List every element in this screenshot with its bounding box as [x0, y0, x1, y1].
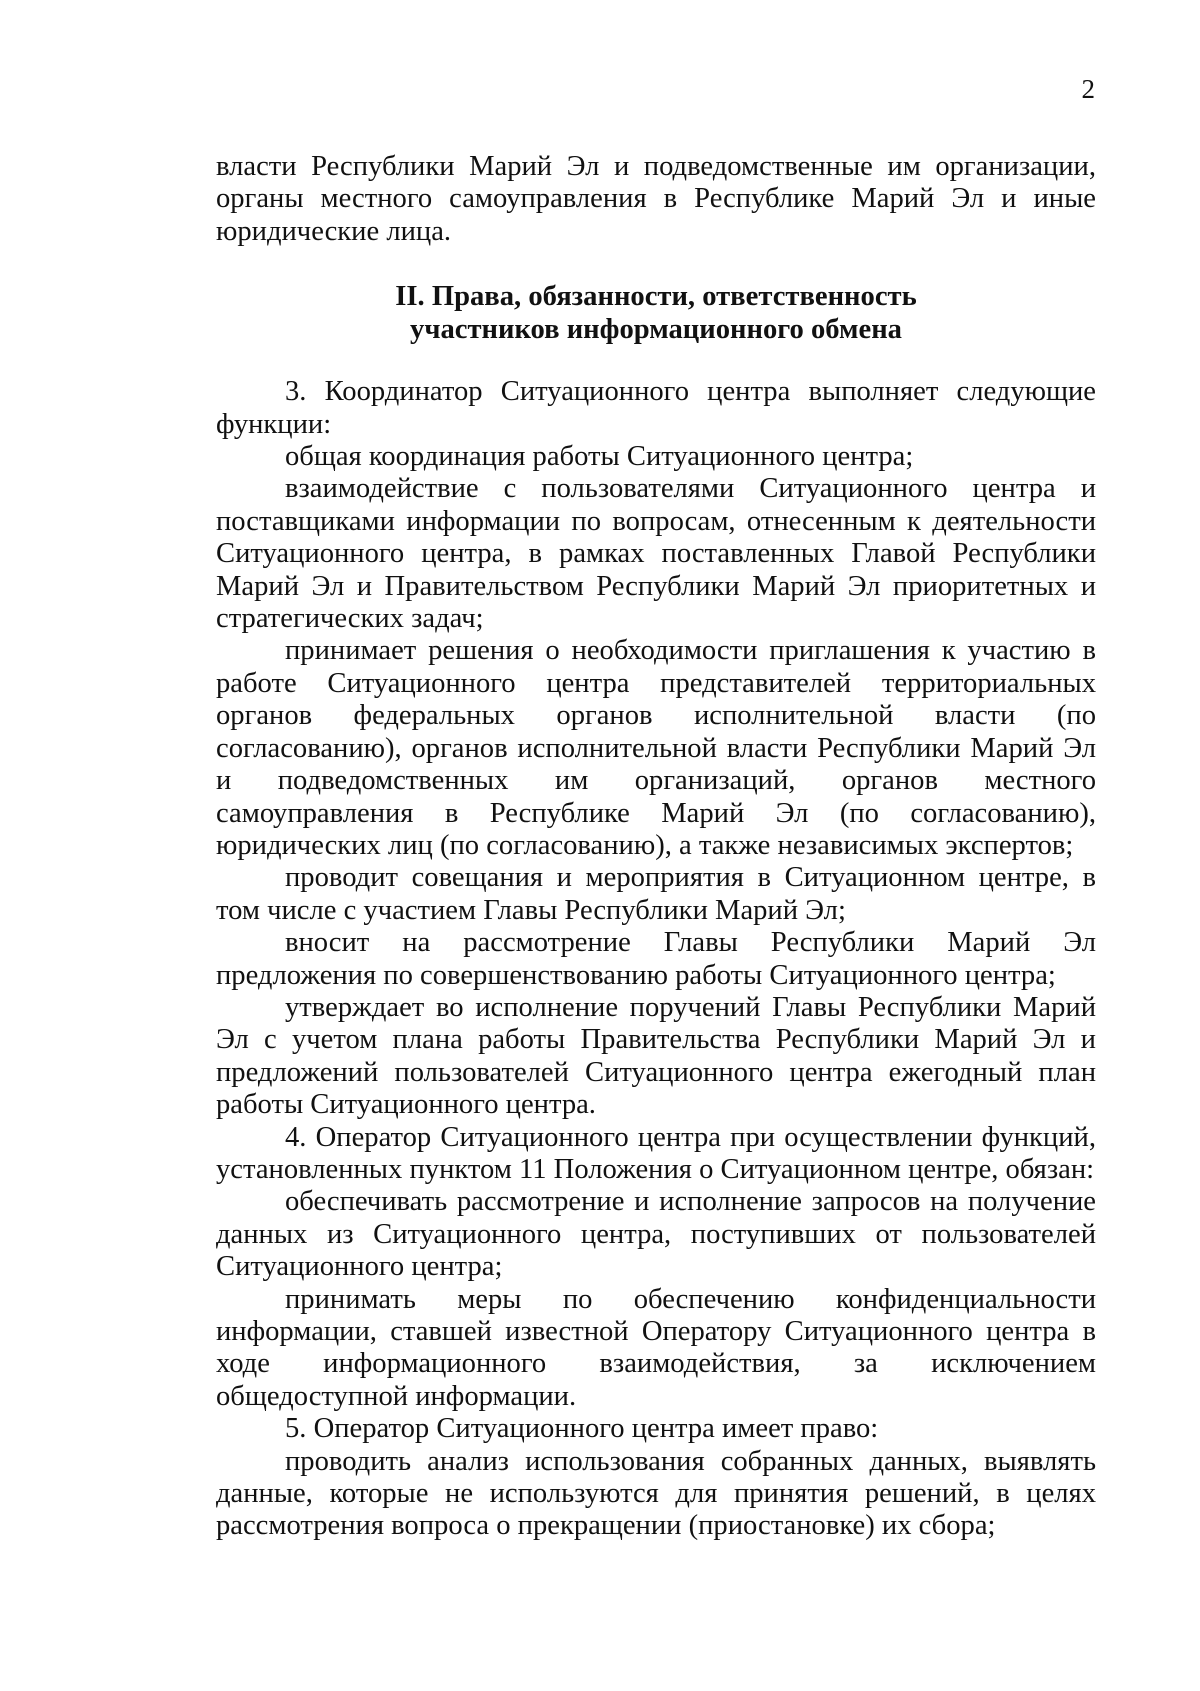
paragraph-invitation-decisions: принимает решения о необходимости приглашения к участию в работе Ситуационного центра представителей территориальных органов федеральных органов исполнительной власти (по согласованию), органов исполнительной власти Республики Марий Эл и подведомственных им организаций, органов местного самоуправления в Республике Марий Эл (по согласованию), юридических лиц (по согласованию), а также независимых экспертов;	[216, 635, 1096, 861]
paragraph-item-4: 4. Оператор Ситуационного центра при осуществлении функций, установленных пунктом 11 Положения о Ситуационном центре, обязан:	[216, 1121, 1096, 1185]
paragraph-interaction: взаимодействие с пользователями Ситуационного центра и поставщиками информации по вопросам, отнесенным к деятельности Ситуационного центра, в рамках поставленных Главой Республики Марий Эл и Правительством Республики Марий Эл приоритетных и стратегических задач;	[216, 473, 1096, 635]
paragraph-meetings: проводит совещания и мероприятия в Ситуационном центре, в том числе с участием Главы Республики Марий Эл;	[216, 862, 1096, 926]
section-heading	[216, 280, 1096, 346]
paragraph-item-5: 5. Оператор Ситуационного центра имеет право:	[285, 1413, 879, 1445]
paragraph-data-analysis: проводить анализ использования собранных данных, выявлять данные, которые не используются для принятия решений, в целях рассмотрения вопроса о прекращении (приостановке) их сбора;	[216, 1445, 1096, 1542]
intro-paragraph: власти Республики Марий Эл и подведомственные им организации, органы местного самоуправления в Республике Марий Эл и иные юридические лица.	[216, 151, 1096, 247]
paragraph-confidentiality: принимать меры по обеспечению конфиденциальности информации, ставшей известной Оператору Ситуационного центра в ходе информационного взаимодействия, за исключением общедоступной информации.	[216, 1283, 1096, 1412]
page-number: 2	[1081, 74, 1095, 104]
paragraph-general-coordination: общая координация работы Ситуационного центра;	[285, 441, 914, 473]
section-heading-line-1: II. Права, обязанности, ответственность	[395, 281, 917, 313]
paragraph-requests: обеспечивать рассмотрение и исполнение запросов на получение данных из Ситуационного центра, поступивших от пользователей Ситуационного центра;	[216, 1186, 1096, 1283]
paragraph-item-3: 3. Координатор Ситуационного центра выполняет следующие функции:	[216, 376, 1096, 440]
document-body	[216, 151, 1096, 1543]
paragraph-proposals: вносит на рассмотрение Главы Республики Марий Эл предложения по совершенствованию работы Ситуационного центра;	[216, 927, 1096, 991]
section-heading-line-2: участников информационного обмена	[410, 314, 902, 346]
paragraph-annual-plan: утверждает во исполнение поручений Главы Республики Марий Эл с учетом плана работы Правительства Республики Марий Эл и предложений пользователей Ситуационного центра ежегодный план работы Ситуационного центра.	[216, 991, 1096, 1121]
